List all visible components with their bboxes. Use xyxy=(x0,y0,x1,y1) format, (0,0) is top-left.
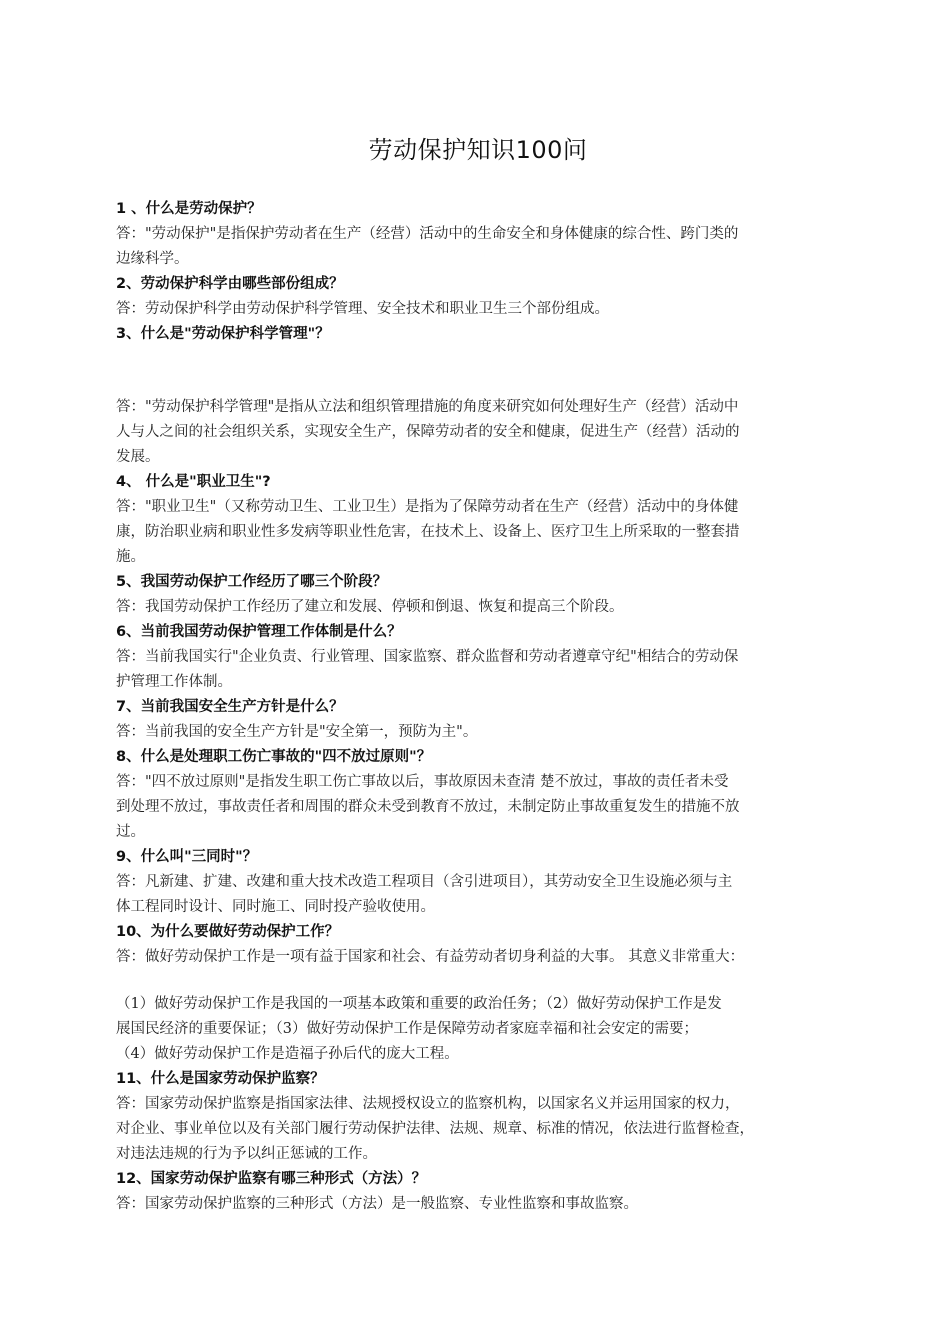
answer-line: 答：国家劳动保护监察是指国家法律、法规授权设立的监察机构，以国家名义并运用国家的权力， xyxy=(116,1096,740,1112)
question-11: 11、什么是国家劳动保护监察？ xyxy=(116,1071,325,1087)
question-2: 2、劳动保护科学由哪些部份组成？ xyxy=(116,276,344,292)
answer-line: 边缘科学。 xyxy=(116,251,189,267)
answer-4 xyxy=(116,495,840,570)
answer-line: 体工程同时设计、同时施工、同时投产验收使用。 xyxy=(116,899,435,915)
answer-3 xyxy=(116,395,840,470)
answer-1 xyxy=(116,222,840,272)
qa-item-10 xyxy=(116,920,840,1067)
answer-line: 对违法违规的行为予以纠正惩诫的工作。 xyxy=(116,1146,377,1162)
question-6: 6、当前我国劳动保护管理工作体制是什么？ xyxy=(116,624,402,640)
answer-line: 答："四不放过原则"是指发生职工伤亡事故以后，事故原因未查清 楚不放过，事故的责任者未受 xyxy=(116,774,729,790)
qa-item-6 xyxy=(116,620,840,695)
answer-line: 答：当前我国的安全生产方针是"安全第一，预防为主"。 xyxy=(116,724,478,740)
answer-line: 过。 xyxy=(116,824,145,840)
answer-line: 答：做好劳动保护工作是一项有益于国家和社会、有益劳动者切身利益的大事。 其意义非常重大： xyxy=(116,949,745,965)
question-5: 5、我国劳动保护工作经历了哪三个阶段？ xyxy=(116,574,388,590)
qa-item-2 xyxy=(116,272,840,322)
answer-6 xyxy=(116,645,840,695)
answer-10 xyxy=(116,945,840,1067)
qa-item-3 xyxy=(116,322,840,470)
answer-line: （4）做好劳动保护工作是造福子孙后代的庞大工程。 xyxy=(116,1046,459,1062)
question-7: 7、当前我国安全生产方针是什么？ xyxy=(116,699,344,715)
answer-line: 发展。 xyxy=(116,449,160,465)
answer-line: 施。 xyxy=(116,549,145,565)
question-10: 10、为什么要做好劳动保护工作？ xyxy=(116,924,340,940)
answer-line: 答：我国劳动保护工作经历了建立和发展、停顿和倒退、恢复和提高三个阶段。 xyxy=(116,599,624,615)
blank-space xyxy=(116,970,840,992)
answer-line: 人与人之间的社会组织关系，实现安全生产，保障劳动者的安全和健康，促进生产（经营）活动的 xyxy=(116,424,740,440)
answer-11 xyxy=(116,1092,840,1167)
answer-line: 答："劳动保护科学管理"是指从立法和组织管理措施的角度来研究如何处理好生产（经营）活动中 xyxy=(116,399,739,415)
qa-item-5 xyxy=(116,570,840,620)
answer-2 xyxy=(116,297,840,322)
qa-item-8 xyxy=(116,745,840,845)
answer-line: 答：劳动保护科学由劳动保护科学管理、安全技术和职业卫生三个部份组成。 xyxy=(116,301,609,317)
answer-5 xyxy=(116,595,840,620)
qa-item-1 xyxy=(116,197,840,272)
answer-line: 展国民经济的重要保证；（3）做好劳动保护工作是保障劳动者家庭幸福和社会安定的需要； xyxy=(116,1021,698,1037)
answer-line: 答：当前我国实行"企业负责、行业管理、国家监察、群众监督和劳动者遵章守纪"相结合的劳动保 xyxy=(116,649,739,665)
qa-item-7 xyxy=(116,695,840,745)
answer-line: 答：凡新建、扩建、改建和重大技术改造工程项目（含引进项目），其劳动安全卫生设施必须与主 xyxy=(116,874,733,890)
answer-line: 康，防治职业病和职业性多发病等职业性危害，在技术上、设备上、医疗卫生上所采取的一整套措 xyxy=(116,524,740,540)
answer-line: （1）做好劳动保护工作是我国的一项基本政策和重要的政治任务；（2）做好劳动保护工作是发 xyxy=(116,996,722,1012)
qa-item-11 xyxy=(116,1067,840,1167)
answer-8 xyxy=(116,770,840,845)
answer-line: 到处理不放过，事故责任者和周围的群众未受到教育不放过，未制定防止事故重复发生的措施不放 xyxy=(116,799,740,815)
question-12: 12、国家劳动保护监察有哪三种形式（方法）？ xyxy=(116,1171,427,1187)
document-title: 劳动保护知识100问 xyxy=(368,136,588,164)
qa-item-9 xyxy=(116,845,840,920)
answer-12 xyxy=(116,1192,840,1217)
question-4: 4、 什么是"职业卫生"? xyxy=(116,474,271,490)
answer-line: 答："职业卫生"（又称劳动卫生、工业卫生）是指为了保障劳动者在生产（经营）活动中的身体健 xyxy=(116,499,739,515)
answer-line: 答：国家劳动保护监察的三种形式（方法）是一般监察、专业性监察和事故监察。 xyxy=(116,1196,638,1212)
question-8: 8、什么是处理职工伤亡事故的"四不放过原则"？ xyxy=(116,749,432,765)
qa-item-4 xyxy=(116,470,840,570)
document-body xyxy=(116,197,840,1217)
answer-line: 护管理工作体制。 xyxy=(116,674,232,690)
answer-line: 答："劳动保护"是指保护劳动者在生产（经营）活动中的生命安全和身体健康的综合性、跨门类的 xyxy=(116,226,739,242)
blank-space xyxy=(116,347,840,395)
question-3: 3、什么是"劳动保护科学管理"？ xyxy=(116,326,330,342)
qa-item-12 xyxy=(116,1167,840,1217)
question-9: 9、什么叫"三同时"？ xyxy=(116,849,258,865)
answer-line: 对企业、事业单位以及有关部门履行劳动保护法律、法规、规章、标准的情况，依法进行监督检查， xyxy=(116,1121,754,1137)
answer-7 xyxy=(116,720,840,745)
question-1: 1 、什么是劳动保护？ xyxy=(116,201,262,217)
answer-9 xyxy=(116,870,840,920)
